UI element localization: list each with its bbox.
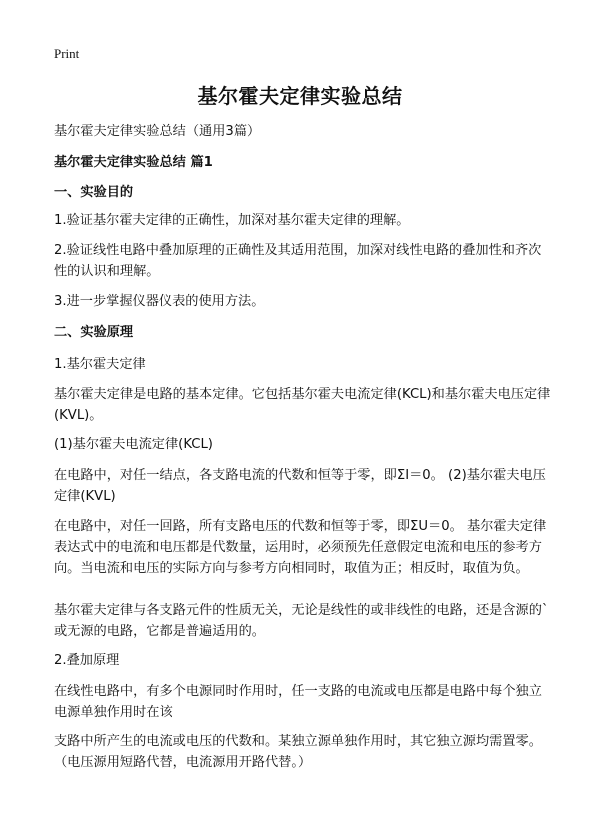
page-title: 基尔霍夫定律实验总结 <box>197 84 403 108</box>
paragraph-superposition-2: 支路中所产生的电流或电压的代数和。某独立源单独作用时，其它独立源均需置零。（电压源用短路代替，电流源用开路代替。） <box>54 734 542 770</box>
objective-item-3: 3.进一步掌握仪器仪表的使用方法。 <box>54 294 265 309</box>
subsection-heading-kirchhoff: 1.基尔霍夫定律 <box>54 357 146 372</box>
objective-item-2: 2.验证线性电路中叠加原理的正确性及其适用范围，加深对线性电路的叠加性和齐次性的认识和理解。 <box>54 243 542 279</box>
document-subtitle: 基尔霍夫定律实验总结（通用3篇） <box>54 124 261 139</box>
paragraph-kirchhoff-intro: 基尔霍夫定律是电路的基本定律。它包括基尔霍夫电流定律(KCL)和基尔霍夫电压定律(KVL)。 <box>54 387 551 423</box>
section-heading-principles: 二、实验原理 <box>54 325 134 340</box>
paragraph-superposition-1: 在线性电路中，有多个电源同时作用时，任一支路的电流或电压都是电路中每个独立电源单独作用时在该 <box>54 684 542 720</box>
print-link[interactable]: Print <box>54 46 80 61</box>
paragraph-applicability: 基尔霍夫定律与各支路元件的性质无关，无论是线性的或非线性的电路，还是含源的`或无源的电路，它都是普遍适用的。 <box>54 603 549 639</box>
paragraph-kcl: 在电路中，对任一结点，各支路电流的代数和恒等于零，即ΣI＝0。 (2)基尔霍夫电压定律(KVL) <box>54 468 546 504</box>
objective-item-1: 1.验证基尔霍夫定律的正确性，加深对基尔霍夫定律的理解。 <box>54 213 410 228</box>
paragraph-kvl: 在电路中，对任一回路，所有支路电压的代数和恒等于零，即ΣU＝0。 基尔霍夫定律表达式中的电流和电压都是代数量，运用时，必须预先任意假定电流和电压的参考方向。当电流和电压的实际方向与参考方向相同时，取值为正；相反时，取值为负。 <box>54 519 547 576</box>
subsection-heading-superposition: 2.叠加原理 <box>54 653 120 668</box>
article-heading: 基尔霍夫定律实验总结 篇1 <box>54 155 213 170</box>
kcl-heading: (1)基尔霍夫电流定律(KCL) <box>54 437 213 452</box>
section-heading-objectives: 一、实验目的 <box>54 185 134 200</box>
